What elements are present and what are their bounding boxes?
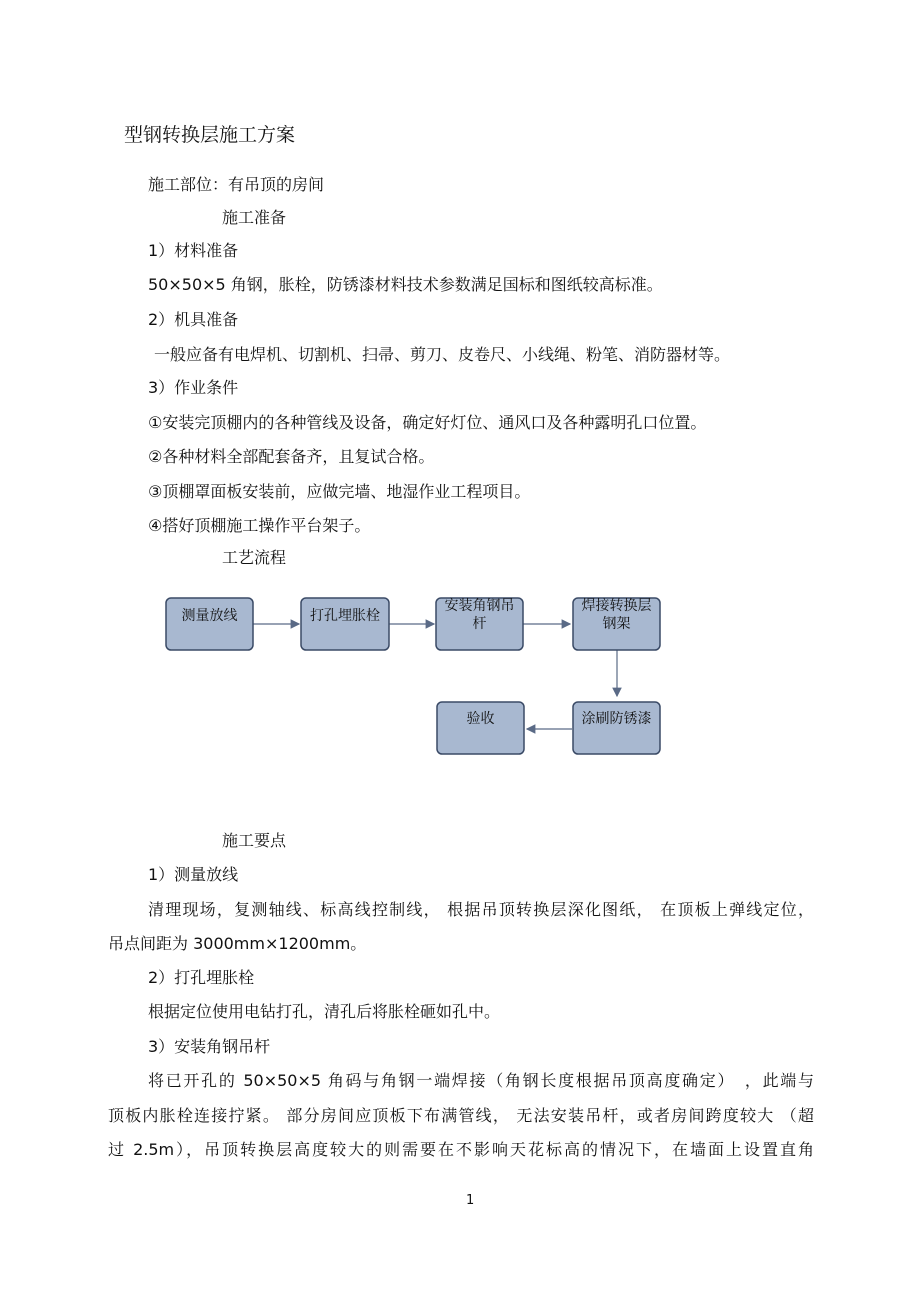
condition-item: ②各种材料全部配套备齐，且复试合格。	[148, 447, 435, 466]
flow-step-weld-frame	[573, 597, 660, 650]
flow-step-label: 焊接转换层	[581, 598, 652, 614]
tool-prep-text: 一般应备有电焊机、切割机、扫帚、剪刀、皮卷尺、小线绳、粉笔、消防器材等。	[154, 345, 731, 364]
flow-step-label: 钢架	[602, 616, 631, 632]
survey-heading: 1）测量放线	[148, 865, 239, 884]
hanger-heading: 3）安装角钢吊杆	[148, 1037, 271, 1056]
flow-heading: 工艺流程	[222, 548, 287, 567]
document-title: 型钢转换层施工方案	[124, 124, 296, 146]
flow-step-label: 测量放线	[181, 608, 238, 624]
condition-item: ③顶棚罩面板安装前，应做完墙、地湿作业工程项目。	[148, 482, 531, 501]
condition-item: ①安装完顶棚内的各种管线及设备，确定好灯位、通风口及各种露明孔口位置。	[148, 413, 707, 432]
tool-prep-heading: 2）机具准备	[148, 310, 239, 329]
flow-step-label: 打孔埋胀栓	[310, 608, 380, 624]
page-number: 1	[466, 1193, 475, 1208]
flow-step-acceptance	[437, 702, 524, 754]
construction-location: 施工部位：有吊顶的房间	[148, 175, 325, 194]
drill-text: 根据定位使用电钻打孔，清孔后将胀栓砸如孔中。	[148, 1002, 501, 1021]
work-conditions-heading: 3）作业条件	[148, 378, 239, 397]
survey-text: 吊点间距为 3000mm×1200mm。	[108, 934, 367, 953]
flow-step-install-hanger	[436, 597, 523, 650]
drill-heading: 2）打孔埋胀栓	[148, 968, 255, 987]
material-prep-text: 50×50×5 角钢，胀栓，防锈漆材料技术参数满足国标和图纸较高标准。	[148, 275, 663, 294]
key-points-heading: 施工要点	[222, 831, 287, 850]
material-prep-heading: 1）材料准备	[148, 241, 239, 260]
survey-text: 清理现场，复测轴线、标高线控制线， 根据吊顶转换层深化图纸， 在顶板上弹线定位，	[148, 900, 814, 919]
hanger-text: 顶板内胀栓连接拧紧。 部分房间应顶板下布满管线， 无法安装吊杆，或者房间跨度较大 （超	[108, 1106, 814, 1125]
flow-step-label: 涂刷防锈漆	[581, 711, 652, 727]
flow-step-paint	[573, 702, 660, 754]
hanger-text: 过 2.5m），吊顶转换层高度较大的则需要在不影响天花标高的情况下，在墙面上设置直角	[108, 1140, 814, 1159]
hanger-text: 将已开孔的 50×50×5 角码与角钢一端焊接（角钢长度根据吊顶高度确定） ，此端与	[148, 1071, 814, 1090]
flow-step-survey	[166, 598, 253, 650]
flow-step-label: 验收	[466, 711, 495, 727]
flow-step-drill-anchor	[301, 598, 389, 650]
prep-heading: 施工准备	[222, 208, 287, 227]
flow-step-label: 杆	[472, 616, 487, 632]
condition-item: ④搭好顶棚施工操作平台架子。	[148, 516, 371, 535]
flow-step-label: 安装角钢吊	[444, 598, 515, 614]
